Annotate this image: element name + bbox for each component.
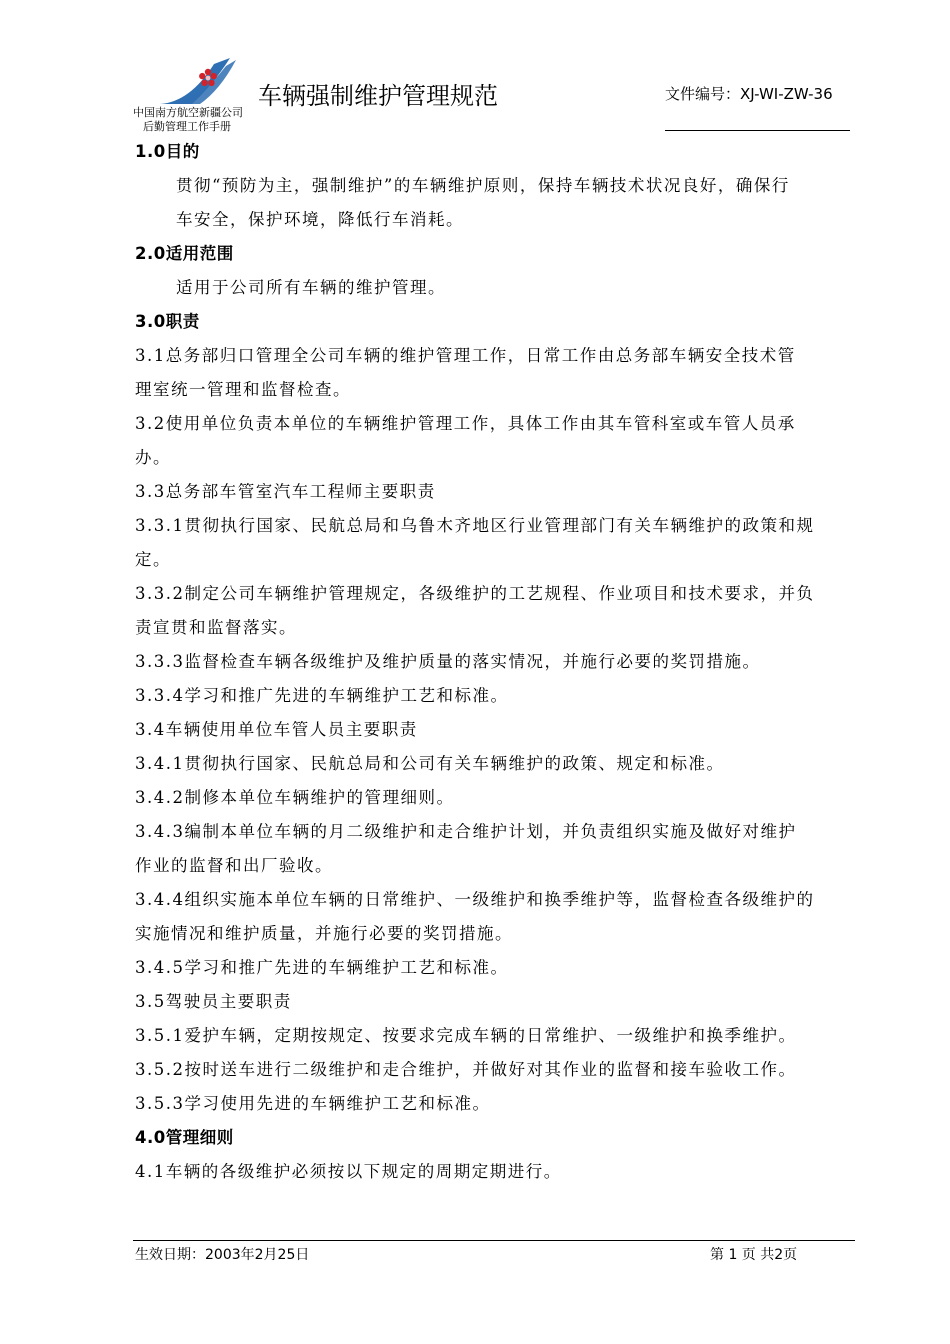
body-line: 3.5.1爱护车辆，定期按规定、按要求完成车辆的日常维护、一级维护和换季维护。 <box>135 1026 797 1045</box>
section-heading: 4.0管理细则 <box>135 1128 234 1147</box>
body-line: 3.3.2制定公司车辆维护管理规定，各级维护的工艺规程、作业项目和技术要求，并负 <box>135 584 815 603</box>
body-line: 实施情况和维护质量，并施行必要的奖罚措施。 <box>135 924 513 943</box>
document-number: 文件编号：XJ-WI-ZW-36 <box>665 85 833 103</box>
body-line: 3.5.3学习使用先进的车辆维护工艺和标准。 <box>135 1094 491 1113</box>
body-line: 作业的监督和出厂验收。 <box>135 856 333 875</box>
body-line: 3.4.4组织实施本单位车辆的日常维护、一级维护和换季维护等，监督检查各级维护的 <box>135 890 815 909</box>
section-heading: 1.0目的 <box>135 142 200 161</box>
body-line: 3.2使用单位负责本单位的车辆维护管理工作，具体工作由其车管科室或车管人员承 <box>135 414 796 433</box>
body-line: 3.1总务部归口管理全公司车辆的维护管理工作，日常工作由总务部车辆安全技术管 <box>135 346 796 365</box>
body-line: 3.3总务部车管室汽车工程师主要职责 <box>135 482 436 501</box>
body-line: 3.3.4学习和推广先进的车辆维护工艺和标准。 <box>135 686 509 705</box>
body-line: 3.5.2按时送车进行二级维护和走合维护，并做好对其作业的监督和接车验收工作。 <box>135 1060 797 1079</box>
document-body <box>135 135 853 1189</box>
effective-date: 生效日期：2003年2月25日 <box>135 1247 310 1263</box>
body-line: 理室统一管理和监督检查。 <box>135 380 351 399</box>
body-line: 办。 <box>135 448 171 467</box>
body-line: 3.4.2制修本单位车辆维护的管理细则。 <box>135 788 455 807</box>
company-name: 中国南方航空新疆公司 <box>133 106 243 119</box>
manual-name: 后勤管理工作手册 <box>143 120 231 133</box>
body-line: 3.4车辆使用单位车管人员主要职责 <box>135 720 418 739</box>
body-line: 3.5驾驶员主要职责 <box>135 992 292 1011</box>
company-logo-icon <box>160 56 236 106</box>
section-heading: 2.0适用范围 <box>135 244 234 263</box>
body-line: 车安全，保护环境，降低行车消耗。 <box>176 210 464 229</box>
body-line: 责宣贯和监督落实。 <box>135 618 297 637</box>
body-line: 贯彻“预防为主，强制维护”的车辆维护原则，保持车辆技术状况良好，确保行 <box>176 176 790 195</box>
document-title: 车辆强制维护管理规范 <box>258 82 498 110</box>
page-number: 第 1 页 共2页 <box>710 1247 798 1263</box>
body-line: 3.3.1贯彻执行国家、民航总局和乌鲁木齐地区行业管理部门有关车辆维护的政策和规 <box>135 516 815 535</box>
body-line: 3.3.3监督检查车辆各级维护及维护质量的落实情况，并施行必要的奖罚措施。 <box>135 652 761 671</box>
body-line: 3.4.5学习和推广先进的车辆维护工艺和标准。 <box>135 958 509 977</box>
header-rule <box>665 130 850 131</box>
body-line: 适用于公司所有车辆的维护管理。 <box>176 278 446 297</box>
footer-rule <box>133 1240 855 1241</box>
body-line: 4.1车辆的各级维护必须按以下规定的周期定期进行。 <box>135 1162 562 1181</box>
body-line: 3.4.1贯彻执行国家、民航总局和公司有关车辆维护的政策、规定和标准。 <box>135 754 725 773</box>
section-heading: 3.0职责 <box>135 312 200 331</box>
body-line: 定。 <box>135 550 171 569</box>
body-line: 3.4.3编制本单位车辆的月二级维护和走合维护计划，并负责组织实施及做好对维护 <box>135 822 797 841</box>
